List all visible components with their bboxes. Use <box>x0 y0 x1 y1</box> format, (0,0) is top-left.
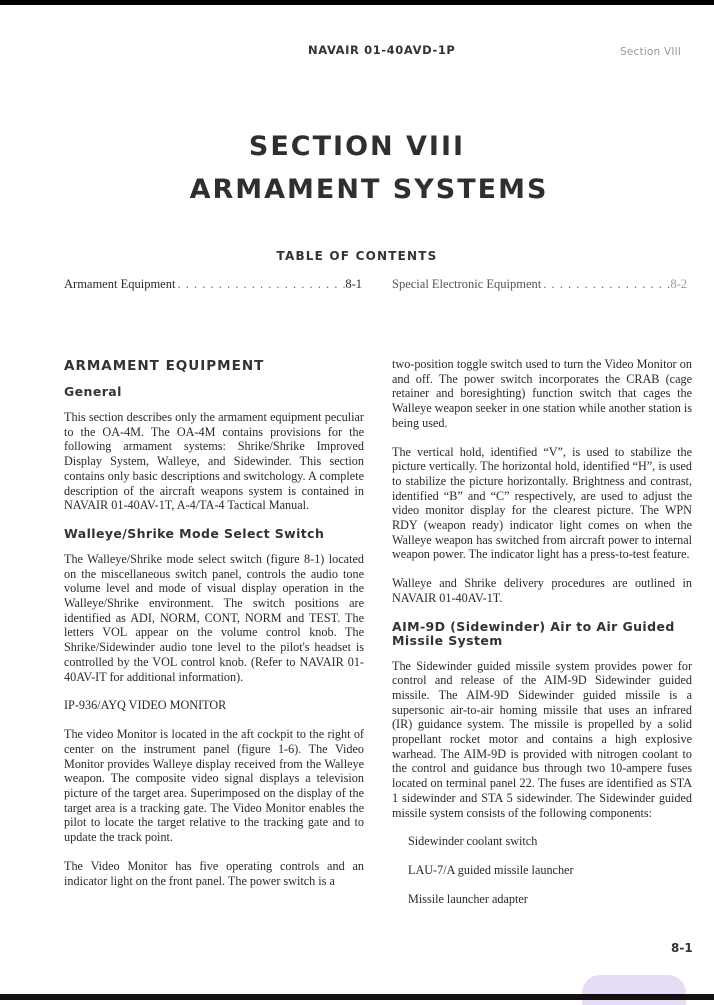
delivery-procedures-paragraph: Walleye and Shrike delivery procedures are outlined in NAVAIR 01-40AV-1T. <box>392 576 692 605</box>
general-paragraph: This section describes only the armament equipment peculiar to the OA-4M. The OA-4M contains provisions for the following armament systems: Shrike/Shrike Improved Display System, Walleye, and Sidewinder. This section contains only basic descriptions and switchology. A complete description of the aircraft weapons system is contained in NAVAIR 01-40AV-1T, A-4/TA-4 Tactical Manual. <box>64 410 364 513</box>
video-monitor-paragraph-2: The Video Monitor has five operating controls and an indicator light on the front panel. The power switch is a <box>64 858 364 888</box>
video-monitor-paragraph-1: The video Monitor is located in the aft cockpit to the right of center on the instrument panel (figure 1-6). The Video Monitor provides Walleye display received from the Walleye weapon. The composite video signal displays a television picture of the target area. Superimposed on the display of the target area is a tracking gate. The Video Monitor enables the pilot to locate the target relative to the tracking gate and to update the track point. <box>64 727 364 845</box>
hold-controls-paragraph: The vertical hold, identified “V”, is used to stabilize the picture vertically. The horizontal hold, identified “H”, is used to stabilize the picture horizontally. Brightness and contrast, identified “B” and “C” respectively, are used to adjust the video monitor display for the clearest picture. The WPN RDY (weapon ready) indicator light comes on when the Walleye weapon has switched from aircraft power to internal weapon power. The indicator light has a press-to-test feature. <box>392 444 692 562</box>
power-switch-paragraph: two-position toggle switch used to turn the Video Monitor on and off. The power switch incorporates the CRAB (cage retainer and boresighting) function switch that cages the Walleye weapon seeker in one station while another station is being used. <box>392 357 692 430</box>
section-subtitle: ARMAMENT SYSTEMS <box>189 174 549 205</box>
list-item: Missile launcher adapter <box>408 892 528 907</box>
page-number: 8-1 <box>671 941 693 955</box>
section-title: SECTION VIII <box>248 131 466 162</box>
general-heading: General <box>64 384 122 399</box>
video-monitor-heading: IP-936/AYQ VIDEO MONITOR <box>64 698 227 713</box>
components-list <box>392 834 692 907</box>
toc-entry-label: Special Electronic Equipment <box>392 277 542 291</box>
toc-heading: TABLE OF CONTENTS <box>276 249 438 263</box>
armament-equipment-heading: ARMAMENT EQUIPMENT <box>64 358 265 374</box>
toc-entry-page: 8-1 <box>345 277 362 291</box>
toc-leader-dots <box>175 277 345 292</box>
toc-entry-page: 8-2 <box>670 277 687 291</box>
toc-entry <box>64 277 362 292</box>
toc-entry-label: Armament Equipment <box>64 277 176 291</box>
list-item: Sidewinder coolant switch <box>408 834 538 849</box>
left-column <box>64 354 364 902</box>
right-column <box>392 357 692 921</box>
bottom-scan-border <box>0 994 714 1000</box>
document-id: NAVAIR 01-40AVD-1P <box>308 43 456 57</box>
top-scan-border <box>0 0 714 5</box>
scan-overlay-shape <box>582 975 686 1005</box>
walleye-shrike-heading: Walleye/Shrike Mode Select Switch <box>64 525 325 541</box>
list-item: LAU-7/A guided missile launcher <box>408 863 574 878</box>
toc-entry <box>392 277 687 292</box>
toc-leader-dots <box>541 277 670 292</box>
walleye-shrike-paragraph: The Walleye/Shrike mode select switch (figure 8-1) located on the miscellaneous switch panel, controls the audio tone volume level and mode of visual display operation in the Walleye/Shrike environment. The switch positions are identified as ADI, NORM, CONT, NORM and TEST. The letters VOL appear on the volume control knob. The Shrike/Sidewinder audio tone level to the pilot's headset is controlled by the VOL control knob. (Refer to NAVAIR 01-40AV-IT for additional information). <box>64 551 364 684</box>
aim-9d-heading: AIM-9D (Sidewinder) Air to Air Guided Missile System <box>392 618 675 648</box>
section-tag: Section VIII <box>620 46 682 58</box>
aim-9d-paragraph: The Sidewinder guided missile system provides power for control and release of the AIM-9D Sidewinder guided missile. The AIM-9D Sidewinder guided missile is a supersonic air-to-air homing missile that uses an infrared (IR) guidance system. The missile is propelled by a solid propellant rocket motor and contains a high explosive warhead. The AIM-9D is provided with nitrogen coolant to the control and guidance bus through two 10-ampere fuses located on terminal panel 22. The fuses are identified as STA 1 sidewinder and STA 5 sidewinder. The Sidewinder guided missile system consists of the following components: <box>392 658 692 820</box>
